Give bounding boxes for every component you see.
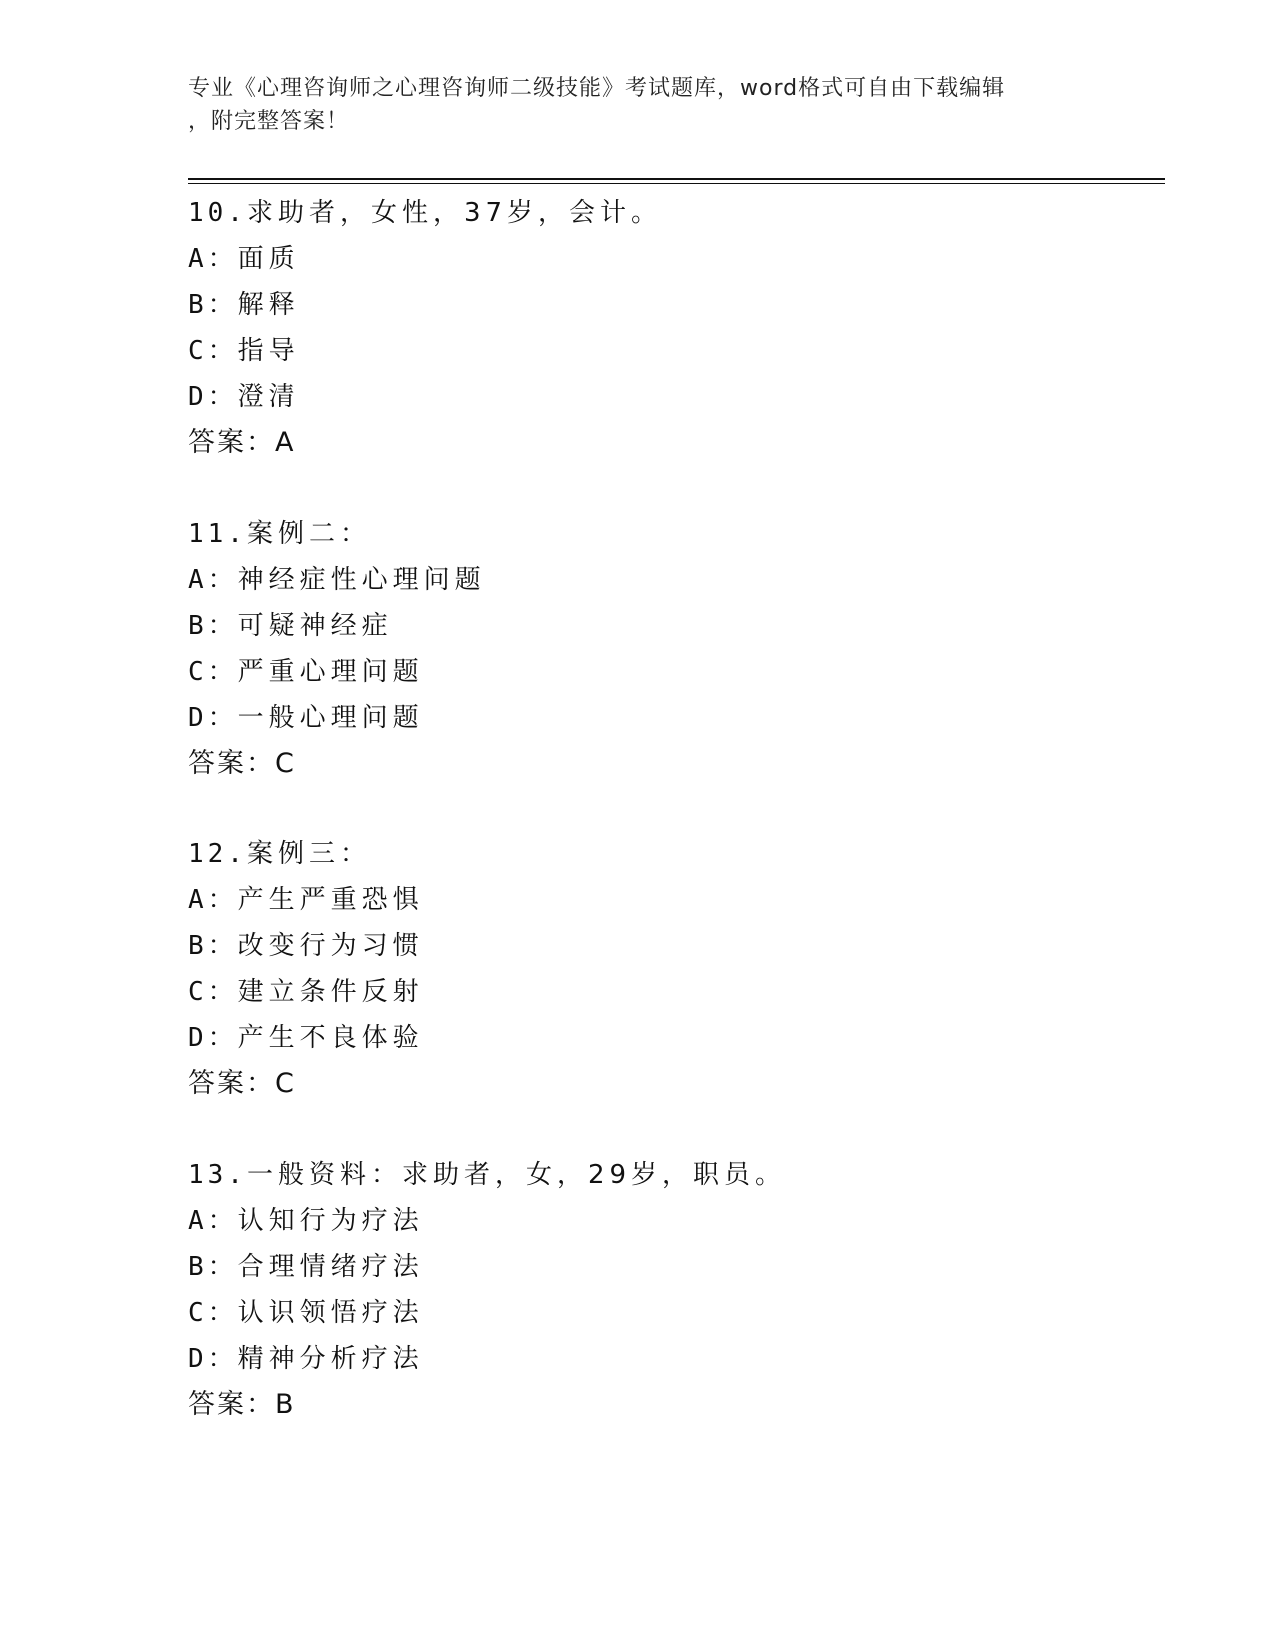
option-letter: C： bbox=[188, 336, 238, 366]
option-c bbox=[188, 969, 1088, 1015]
answer-label: 答案： bbox=[188, 427, 275, 458]
question-number: 13. bbox=[188, 1160, 247, 1190]
option-letter: B： bbox=[188, 1252, 238, 1282]
question-stem bbox=[188, 831, 1088, 877]
question-10 bbox=[188, 190, 1088, 466]
answer-line bbox=[188, 1061, 1088, 1107]
option-letter: C： bbox=[188, 1298, 238, 1328]
question-number: 11. bbox=[188, 519, 247, 549]
option-letter: B： bbox=[188, 290, 238, 320]
question-13 bbox=[188, 1152, 1088, 1428]
question-stem bbox=[188, 190, 1088, 236]
option-text: 面质 bbox=[237, 244, 300, 274]
option-d bbox=[188, 374, 1088, 420]
option-letter: A： bbox=[188, 1206, 238, 1236]
answer-label: 答案： bbox=[188, 748, 275, 779]
option-letter: D： bbox=[188, 703, 238, 733]
question-text: 案例三： bbox=[246, 839, 371, 869]
option-a bbox=[188, 236, 1088, 282]
question-text: 案例二： bbox=[246, 519, 371, 549]
answer-line bbox=[188, 1382, 1088, 1428]
answer-label: 答案： bbox=[188, 1389, 275, 1420]
answer-line bbox=[188, 420, 1088, 466]
option-letter: A： bbox=[188, 885, 238, 915]
option-b bbox=[188, 603, 1088, 649]
option-letter: D： bbox=[188, 1344, 238, 1374]
question-stem bbox=[188, 1152, 1088, 1198]
document-header bbox=[188, 72, 1088, 138]
option-b bbox=[188, 1244, 1088, 1290]
option-text: 一般心理问题 bbox=[237, 703, 424, 733]
option-letter: A： bbox=[188, 565, 238, 595]
question-number: 12. bbox=[188, 839, 247, 869]
question-text: 一般资料：求助者，女，29岁，职员。 bbox=[246, 1160, 787, 1190]
answer-value: C bbox=[275, 748, 294, 779]
header-line-2: ，附完整答案！ bbox=[188, 109, 350, 134]
option-text: 神经症性心理问题 bbox=[237, 565, 486, 595]
question-12 bbox=[188, 831, 1088, 1107]
option-a bbox=[188, 877, 1088, 923]
header-line-1: 专业《心理咨询师之心理咨询师二级技能》考试题库，word格式可自由下载编辑 bbox=[188, 76, 1006, 101]
option-text: 可疑神经症 bbox=[237, 611, 393, 641]
option-a bbox=[188, 1198, 1088, 1244]
option-text: 改变行为习惯 bbox=[237, 931, 424, 961]
option-a bbox=[188, 557, 1088, 603]
option-text: 合理情绪疗法 bbox=[237, 1252, 424, 1282]
question-11 bbox=[188, 511, 1088, 787]
option-c bbox=[188, 328, 1088, 374]
option-text: 解释 bbox=[237, 290, 300, 320]
option-letter: C： bbox=[188, 977, 238, 1007]
answer-value: A bbox=[275, 427, 294, 458]
option-text: 认识领悟疗法 bbox=[237, 1298, 424, 1328]
option-d bbox=[188, 1336, 1088, 1382]
option-letter: B： bbox=[188, 931, 238, 961]
header-divider bbox=[188, 178, 1165, 184]
option-letter: A： bbox=[188, 244, 238, 274]
answer-line bbox=[188, 741, 1088, 787]
option-text: 澄清 bbox=[237, 382, 300, 412]
option-letter: B： bbox=[188, 611, 238, 641]
option-d bbox=[188, 1015, 1088, 1061]
answer-value: B bbox=[275, 1389, 294, 1420]
option-text: 产生不良体验 bbox=[237, 1023, 424, 1053]
option-text: 指导 bbox=[237, 336, 300, 366]
option-d bbox=[188, 695, 1088, 741]
option-b bbox=[188, 923, 1088, 969]
question-stem bbox=[188, 511, 1088, 557]
answer-value: C bbox=[275, 1068, 294, 1099]
option-c bbox=[188, 1290, 1088, 1336]
option-letter: C： bbox=[188, 657, 238, 687]
question-text: 求助者，女性，37岁，会计。 bbox=[246, 198, 663, 228]
option-text: 严重心理问题 bbox=[237, 657, 424, 687]
option-letter: D： bbox=[188, 382, 238, 412]
option-letter: D： bbox=[188, 1023, 238, 1053]
option-text: 认知行为疗法 bbox=[237, 1206, 424, 1236]
option-text: 精神分析疗法 bbox=[237, 1344, 424, 1374]
option-b bbox=[188, 282, 1088, 328]
option-c bbox=[188, 649, 1088, 695]
option-text: 建立条件反射 bbox=[237, 977, 424, 1007]
answer-label: 答案： bbox=[188, 1068, 275, 1099]
question-number: 10. bbox=[188, 198, 247, 228]
option-text: 产生严重恐惧 bbox=[237, 885, 424, 915]
